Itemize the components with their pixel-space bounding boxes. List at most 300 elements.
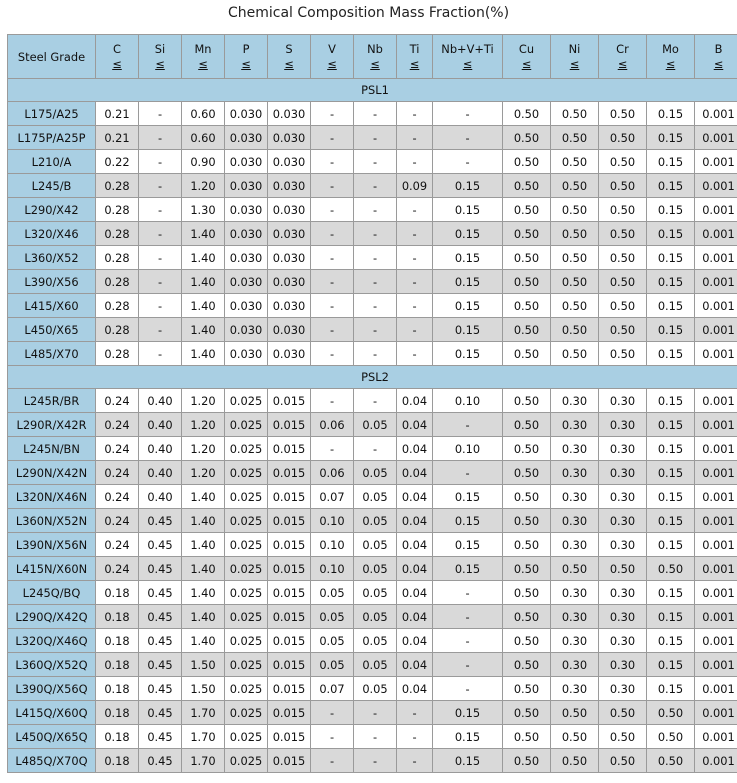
steel-grade-cell: L245R/BR bbox=[8, 389, 96, 413]
steel-grade-cell: L485/X70 bbox=[8, 342, 96, 366]
value-cell: 0.001 bbox=[695, 605, 737, 629]
value-cell: - bbox=[397, 126, 433, 150]
value-cell: 0.30 bbox=[599, 629, 647, 653]
steel-grade-cell: L485Q/X70Q bbox=[8, 749, 96, 773]
value-cell: 0.50 bbox=[599, 342, 647, 366]
value-cell: 0.04 bbox=[397, 605, 433, 629]
table-row bbox=[8, 653, 737, 677]
value-cell: - bbox=[139, 246, 182, 270]
value-cell: 0.025 bbox=[225, 557, 268, 581]
value-cell: 0.40 bbox=[139, 413, 182, 437]
value-cell: 0.50 bbox=[503, 461, 551, 485]
value-cell: - bbox=[354, 294, 397, 318]
value-cell: - bbox=[354, 102, 397, 126]
value-cell: 0.30 bbox=[599, 533, 647, 557]
max-symbol: ≤ bbox=[155, 56, 165, 71]
value-cell: - bbox=[397, 701, 433, 725]
value-cell: 0.025 bbox=[225, 509, 268, 533]
value-cell: 0.45 bbox=[139, 581, 182, 605]
value-cell: 0.28 bbox=[96, 294, 139, 318]
max-symbol: ≤ bbox=[462, 56, 473, 71]
value-cell: 0.025 bbox=[225, 605, 268, 629]
value-cell: - bbox=[311, 198, 354, 222]
value-cell: 0.015 bbox=[268, 557, 311, 581]
value-cell: 0.04 bbox=[397, 413, 433, 437]
value-cell: 0.001 bbox=[695, 509, 737, 533]
value-cell: 0.025 bbox=[225, 533, 268, 557]
value-cell: 0.05 bbox=[354, 485, 397, 509]
value-cell: 0.50 bbox=[503, 557, 551, 581]
value-cell: 0.15 bbox=[433, 246, 503, 270]
value-cell: 0.21 bbox=[96, 102, 139, 126]
value-cell: - bbox=[354, 701, 397, 725]
value-cell: 0.50 bbox=[551, 174, 599, 198]
value-cell: 0.015 bbox=[268, 653, 311, 677]
value-cell: 0.50 bbox=[503, 749, 551, 773]
value-cell: 0.30 bbox=[599, 389, 647, 413]
value-cell: 0.50 bbox=[551, 222, 599, 246]
value-cell: 0.50 bbox=[599, 222, 647, 246]
value-cell: 0.15 bbox=[433, 533, 503, 557]
value-cell: 0.50 bbox=[599, 294, 647, 318]
value-cell: 0.50 bbox=[599, 126, 647, 150]
value-cell: - bbox=[397, 749, 433, 773]
value-cell: 0.30 bbox=[551, 485, 599, 509]
max-symbol: ≤ bbox=[112, 56, 122, 71]
value-cell: 0.030 bbox=[268, 342, 311, 366]
table-row bbox=[8, 581, 737, 605]
value-cell: - bbox=[397, 102, 433, 126]
value-cell: 0.015 bbox=[268, 389, 311, 413]
value-cell: 0.030 bbox=[268, 174, 311, 198]
value-cell: 0.05 bbox=[311, 581, 354, 605]
table-row bbox=[8, 725, 737, 749]
value-cell: 0.15 bbox=[433, 725, 503, 749]
value-cell: 0.15 bbox=[647, 653, 695, 677]
element-symbol: Mn bbox=[194, 41, 212, 56]
value-cell: 0.50 bbox=[599, 557, 647, 581]
header-element-3 bbox=[225, 35, 268, 79]
table-row bbox=[8, 126, 737, 150]
value-cell: 0.50 bbox=[503, 270, 551, 294]
value-cell: 0.50 bbox=[551, 318, 599, 342]
value-cell: 0.001 bbox=[695, 413, 737, 437]
table-row bbox=[8, 246, 737, 270]
value-cell: 0.001 bbox=[695, 294, 737, 318]
value-cell: 0.07 bbox=[311, 485, 354, 509]
value-cell: 0.04 bbox=[397, 485, 433, 509]
header-element-10 bbox=[551, 35, 599, 79]
value-cell: 0.001 bbox=[695, 150, 737, 174]
value-cell: 0.025 bbox=[225, 437, 268, 461]
value-cell: 0.030 bbox=[268, 198, 311, 222]
value-cell: 0.50 bbox=[647, 749, 695, 773]
steel-grade-cell: L360/X52 bbox=[8, 246, 96, 270]
value-cell: 1.50 bbox=[182, 677, 225, 701]
table-row bbox=[8, 677, 737, 701]
value-cell: - bbox=[139, 102, 182, 126]
table-row bbox=[8, 222, 737, 246]
value-cell: 0.28 bbox=[96, 342, 139, 366]
value-cell: 0.50 bbox=[551, 557, 599, 581]
value-cell: 0.07 bbox=[311, 677, 354, 701]
value-cell: - bbox=[311, 725, 354, 749]
value-cell: 0.50 bbox=[503, 677, 551, 701]
steel-grade-cell: L290/X42 bbox=[8, 198, 96, 222]
value-cell: 0.15 bbox=[647, 389, 695, 413]
table-header bbox=[8, 35, 737, 79]
table-row bbox=[8, 605, 737, 629]
value-cell: - bbox=[433, 461, 503, 485]
value-cell: 0.15 bbox=[647, 222, 695, 246]
header-element-7 bbox=[397, 35, 433, 79]
value-cell: 0.15 bbox=[647, 581, 695, 605]
value-cell: 0.50 bbox=[551, 342, 599, 366]
value-cell: - bbox=[311, 270, 354, 294]
value-cell: 0.04 bbox=[397, 509, 433, 533]
value-cell: - bbox=[354, 246, 397, 270]
max-symbol: ≤ bbox=[713, 56, 724, 71]
value-cell: 0.50 bbox=[599, 174, 647, 198]
table-row bbox=[8, 150, 737, 174]
value-cell: 0.45 bbox=[139, 653, 182, 677]
value-cell: 0.30 bbox=[599, 461, 647, 485]
steel-grade-cell: L415/X60 bbox=[8, 294, 96, 318]
section-label: PSL2 bbox=[8, 366, 737, 389]
value-cell: 0.15 bbox=[647, 509, 695, 533]
table-row bbox=[8, 437, 737, 461]
value-cell: 1.30 bbox=[182, 198, 225, 222]
value-cell: 0.50 bbox=[503, 653, 551, 677]
value-cell: 0.24 bbox=[96, 461, 139, 485]
value-cell: 0.15 bbox=[433, 557, 503, 581]
value-cell: 0.15 bbox=[647, 174, 695, 198]
value-cell: - bbox=[433, 413, 503, 437]
value-cell: 0.50 bbox=[647, 725, 695, 749]
value-cell: 0.04 bbox=[397, 653, 433, 677]
value-cell: 0.50 bbox=[599, 701, 647, 725]
value-cell: 0.15 bbox=[433, 294, 503, 318]
value-cell: 1.20 bbox=[182, 461, 225, 485]
value-cell: 1.40 bbox=[182, 294, 225, 318]
value-cell: - bbox=[433, 677, 503, 701]
value-cell: 0.50 bbox=[503, 222, 551, 246]
value-cell: 0.001 bbox=[695, 342, 737, 366]
value-cell: 0.90 bbox=[182, 150, 225, 174]
value-cell: 0.45 bbox=[139, 509, 182, 533]
value-cell: 0.50 bbox=[503, 150, 551, 174]
value-cell: 0.50 bbox=[503, 174, 551, 198]
value-cell: 0.04 bbox=[397, 437, 433, 461]
value-cell: 0.28 bbox=[96, 270, 139, 294]
value-cell: 0.15 bbox=[647, 246, 695, 270]
steel-grade-cell: L360Q/X52Q bbox=[8, 653, 96, 677]
value-cell: 0.50 bbox=[503, 437, 551, 461]
table-row bbox=[8, 749, 737, 773]
value-cell: 0.60 bbox=[182, 126, 225, 150]
value-cell: 0.10 bbox=[433, 389, 503, 413]
value-cell: 1.20 bbox=[182, 174, 225, 198]
value-cell: 1.70 bbox=[182, 725, 225, 749]
value-cell: 0.28 bbox=[96, 318, 139, 342]
value-cell: 0.50 bbox=[551, 749, 599, 773]
value-cell: 0.50 bbox=[551, 102, 599, 126]
value-cell: 0.50 bbox=[599, 725, 647, 749]
value-cell: 0.40 bbox=[139, 485, 182, 509]
value-cell: 1.40 bbox=[182, 581, 225, 605]
section-header-row bbox=[8, 79, 737, 102]
value-cell: 0.18 bbox=[96, 677, 139, 701]
header-element-0 bbox=[96, 35, 139, 79]
value-cell: 0.50 bbox=[551, 246, 599, 270]
value-cell: 0.50 bbox=[503, 102, 551, 126]
value-cell: 0.30 bbox=[551, 605, 599, 629]
value-cell: 0.50 bbox=[599, 318, 647, 342]
value-cell: 0.50 bbox=[503, 413, 551, 437]
value-cell: 0.001 bbox=[695, 461, 737, 485]
value-cell: 0.001 bbox=[695, 198, 737, 222]
header-steel-grade: Steel Grade bbox=[8, 35, 96, 79]
value-cell: 0.030 bbox=[225, 246, 268, 270]
value-cell: 0.015 bbox=[268, 701, 311, 725]
value-cell: 0.30 bbox=[551, 581, 599, 605]
table-row bbox=[8, 557, 737, 581]
max-symbol: ≤ bbox=[617, 56, 628, 71]
value-cell: - bbox=[354, 389, 397, 413]
value-cell: 0.05 bbox=[311, 629, 354, 653]
element-symbol: Cr bbox=[616, 41, 629, 56]
value-cell: 0.025 bbox=[225, 581, 268, 605]
value-cell: 0.05 bbox=[354, 653, 397, 677]
max-symbol: ≤ bbox=[665, 56, 676, 71]
value-cell: - bbox=[311, 150, 354, 174]
value-cell: 0.05 bbox=[354, 509, 397, 533]
table-row bbox=[8, 389, 737, 413]
value-cell: 0.30 bbox=[599, 413, 647, 437]
value-cell: 0.50 bbox=[503, 581, 551, 605]
value-cell: 0.05 bbox=[354, 629, 397, 653]
value-cell: 0.015 bbox=[268, 509, 311, 533]
value-cell: 0.22 bbox=[96, 150, 139, 174]
value-cell: 0.24 bbox=[96, 557, 139, 581]
value-cell: 0.025 bbox=[225, 413, 268, 437]
value-cell: 0.025 bbox=[225, 629, 268, 653]
value-cell: 0.15 bbox=[433, 222, 503, 246]
value-cell: 0.24 bbox=[96, 437, 139, 461]
value-cell: 0.50 bbox=[551, 701, 599, 725]
value-cell: 1.40 bbox=[182, 270, 225, 294]
value-cell: - bbox=[433, 126, 503, 150]
steel-grade-cell: L175/A25 bbox=[8, 102, 96, 126]
value-cell: 0.05 bbox=[311, 653, 354, 677]
value-cell: 0.015 bbox=[268, 533, 311, 557]
header-element-4 bbox=[268, 35, 311, 79]
table-row bbox=[8, 413, 737, 437]
value-cell: 0.18 bbox=[96, 605, 139, 629]
value-cell: 1.40 bbox=[182, 533, 225, 557]
value-cell: 1.40 bbox=[182, 629, 225, 653]
value-cell: 0.025 bbox=[225, 461, 268, 485]
value-cell: 0.45 bbox=[139, 605, 182, 629]
value-cell: 0.05 bbox=[354, 677, 397, 701]
value-cell: 0.030 bbox=[268, 126, 311, 150]
value-cell: 0.10 bbox=[311, 509, 354, 533]
value-cell: - bbox=[139, 150, 182, 174]
value-cell: 0.001 bbox=[695, 318, 737, 342]
element-symbol: P bbox=[242, 41, 250, 56]
element-symbol: Ti bbox=[409, 41, 420, 56]
value-cell: 0.015 bbox=[268, 677, 311, 701]
header-element-12 bbox=[647, 35, 695, 79]
value-cell: 0.28 bbox=[96, 246, 139, 270]
value-cell: - bbox=[397, 150, 433, 174]
value-cell: 0.15 bbox=[647, 126, 695, 150]
value-cell: 0.24 bbox=[96, 413, 139, 437]
value-cell: - bbox=[354, 725, 397, 749]
value-cell: - bbox=[433, 150, 503, 174]
value-cell: 0.30 bbox=[551, 437, 599, 461]
value-cell: 0.30 bbox=[599, 677, 647, 701]
value-cell: 0.05 bbox=[354, 413, 397, 437]
steel-grade-cell: L245Q/BQ bbox=[8, 581, 96, 605]
value-cell: 0.18 bbox=[96, 701, 139, 725]
value-cell: - bbox=[311, 174, 354, 198]
value-cell: 1.40 bbox=[182, 605, 225, 629]
value-cell: - bbox=[139, 174, 182, 198]
value-cell: 0.45 bbox=[139, 629, 182, 653]
value-cell: 0.45 bbox=[139, 533, 182, 557]
value-cell: 0.50 bbox=[599, 270, 647, 294]
value-cell: 0.30 bbox=[599, 485, 647, 509]
value-cell: 1.40 bbox=[182, 318, 225, 342]
value-cell: 0.50 bbox=[503, 318, 551, 342]
value-cell: - bbox=[311, 102, 354, 126]
max-symbol: ≤ bbox=[241, 56, 251, 71]
value-cell: 0.15 bbox=[647, 270, 695, 294]
value-cell: 0.030 bbox=[268, 246, 311, 270]
max-symbol: ≤ bbox=[569, 56, 580, 71]
value-cell: 0.025 bbox=[225, 653, 268, 677]
value-cell: 0.30 bbox=[599, 605, 647, 629]
value-cell: 0.001 bbox=[695, 725, 737, 749]
max-symbol: ≤ bbox=[409, 56, 420, 71]
value-cell: 0.15 bbox=[433, 342, 503, 366]
value-cell: 0.001 bbox=[695, 701, 737, 725]
value-cell: 0.025 bbox=[225, 701, 268, 725]
value-cell: 0.50 bbox=[551, 198, 599, 222]
value-cell: 0.28 bbox=[96, 174, 139, 198]
value-cell: - bbox=[397, 270, 433, 294]
value-cell: 0.18 bbox=[96, 581, 139, 605]
value-cell: 0.18 bbox=[96, 725, 139, 749]
value-cell: 0.04 bbox=[397, 581, 433, 605]
value-cell: 0.30 bbox=[551, 653, 599, 677]
value-cell: 0.05 bbox=[354, 605, 397, 629]
value-cell: - bbox=[433, 102, 503, 126]
value-cell: 0.15 bbox=[647, 318, 695, 342]
value-cell: - bbox=[139, 318, 182, 342]
header-element-9 bbox=[503, 35, 551, 79]
section-header-row bbox=[8, 366, 737, 389]
value-cell: 0.001 bbox=[695, 389, 737, 413]
value-cell: - bbox=[397, 318, 433, 342]
value-cell: 0.15 bbox=[433, 701, 503, 725]
value-cell: - bbox=[311, 126, 354, 150]
table-row bbox=[8, 294, 737, 318]
value-cell: 0.50 bbox=[599, 102, 647, 126]
value-cell: 0.24 bbox=[96, 533, 139, 557]
value-cell: 0.15 bbox=[647, 150, 695, 174]
steel-grade-cell: L320/X46 bbox=[8, 222, 96, 246]
value-cell: - bbox=[433, 581, 503, 605]
value-cell: - bbox=[397, 222, 433, 246]
value-cell: 0.015 bbox=[268, 725, 311, 749]
max-symbol: ≤ bbox=[198, 56, 208, 71]
value-cell: 0.001 bbox=[695, 677, 737, 701]
table-row bbox=[8, 485, 737, 509]
value-cell: 0.001 bbox=[695, 485, 737, 509]
value-cell: 0.025 bbox=[225, 485, 268, 509]
value-cell: 1.40 bbox=[182, 557, 225, 581]
value-cell: 0.28 bbox=[96, 198, 139, 222]
value-cell: 0.50 bbox=[503, 246, 551, 270]
value-cell: - bbox=[397, 294, 433, 318]
value-cell: 0.05 bbox=[354, 557, 397, 581]
max-symbol: ≤ bbox=[327, 56, 337, 71]
value-cell: 0.025 bbox=[225, 749, 268, 773]
element-symbol: C bbox=[113, 41, 121, 56]
value-cell: 0.025 bbox=[225, 677, 268, 701]
value-cell: 1.40 bbox=[182, 246, 225, 270]
value-cell: - bbox=[433, 629, 503, 653]
chemical-composition-table bbox=[7, 34, 737, 773]
value-cell: 0.50 bbox=[503, 701, 551, 725]
value-cell: 0.10 bbox=[433, 437, 503, 461]
max-symbol: ≤ bbox=[521, 56, 532, 71]
value-cell: 0.04 bbox=[397, 677, 433, 701]
value-cell: 0.015 bbox=[268, 437, 311, 461]
header-element-8 bbox=[433, 35, 503, 79]
value-cell: 0.28 bbox=[96, 222, 139, 246]
value-cell: - bbox=[354, 198, 397, 222]
steel-grade-cell: L450/X65 bbox=[8, 318, 96, 342]
value-cell: - bbox=[139, 126, 182, 150]
value-cell: 0.05 bbox=[311, 605, 354, 629]
value-cell: 0.001 bbox=[695, 629, 737, 653]
steel-grade-cell: L390Q/X56Q bbox=[8, 677, 96, 701]
value-cell: 0.10 bbox=[311, 533, 354, 557]
value-cell: 0.030 bbox=[225, 150, 268, 174]
value-cell: 1.40 bbox=[182, 509, 225, 533]
value-cell: 0.001 bbox=[695, 437, 737, 461]
value-cell: - bbox=[354, 318, 397, 342]
steel-grade-cell: L320Q/X46Q bbox=[8, 629, 96, 653]
value-cell: 0.15 bbox=[647, 533, 695, 557]
value-cell: 0.45 bbox=[139, 557, 182, 581]
table-row bbox=[8, 318, 737, 342]
steel-grade-cell: L415N/X60N bbox=[8, 557, 96, 581]
value-cell: 1.40 bbox=[182, 222, 225, 246]
value-cell: 0.030 bbox=[268, 102, 311, 126]
value-cell: - bbox=[311, 318, 354, 342]
value-cell: 0.15 bbox=[647, 437, 695, 461]
value-cell: 0.30 bbox=[599, 437, 647, 461]
table-row bbox=[8, 198, 737, 222]
value-cell: 0.50 bbox=[599, 198, 647, 222]
header-element-2 bbox=[182, 35, 225, 79]
value-cell: 0.06 bbox=[311, 461, 354, 485]
value-cell: 0.50 bbox=[503, 605, 551, 629]
